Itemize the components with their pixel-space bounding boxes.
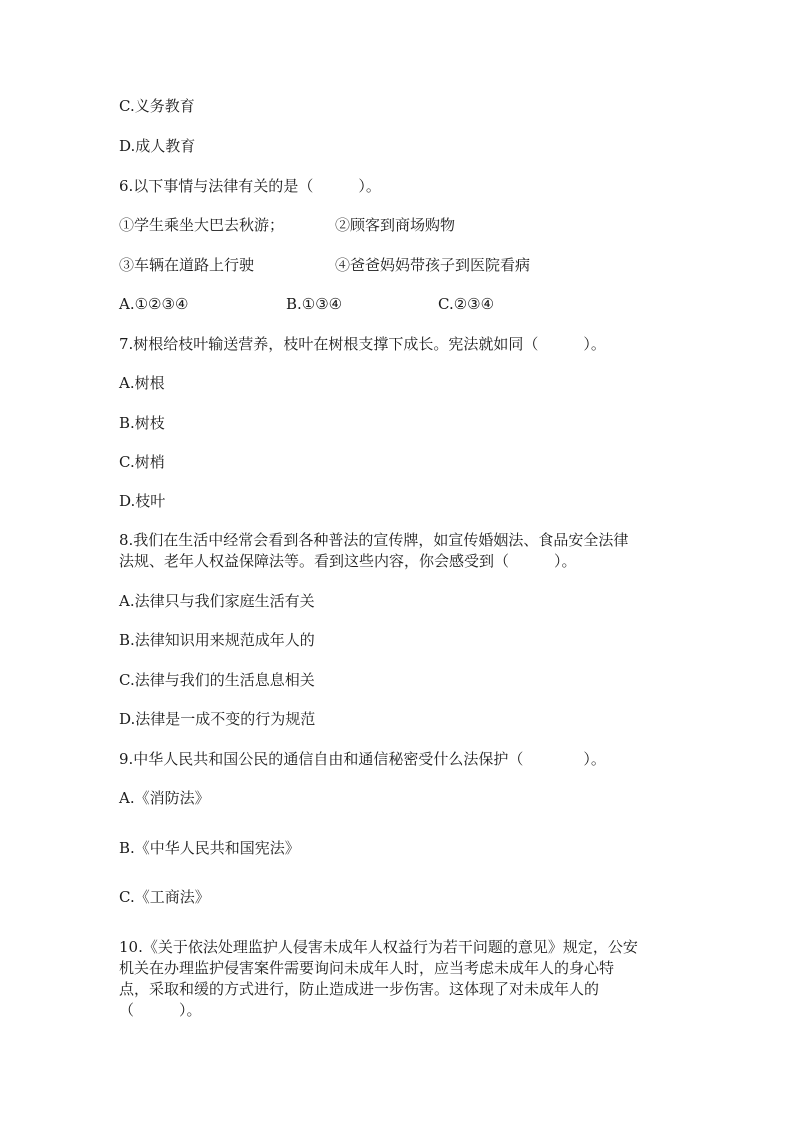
q10-stem-line-2: 机关在办理监护侵害案件需要询问未成年人时，应当考虑未成年人的身心特	[119, 959, 615, 977]
q6-option-b: B.①③④	[286, 295, 343, 313]
q8-option-b: B.法律知识用来规范成年人的	[119, 631, 315, 649]
q6-stem: 6.以下事情与法律有关的是（ ）。	[119, 177, 381, 195]
q9-option-c: C.《工商法》	[119, 888, 210, 906]
q8-option-c: C.法律与我们的生活息息相关	[119, 671, 315, 689]
q5-option-d: D.成人教育	[119, 137, 196, 155]
q6-item-3: ③车辆在道路上行驶	[119, 256, 255, 274]
q7-option-a: A.树根	[119, 374, 165, 392]
q10-stem-line-1: 10.《关于依法处理监护人侵害未成年人权益行为若干问题的意见》规定，公安	[119, 938, 638, 956]
q7-option-c: C.树梢	[119, 453, 165, 471]
q8-stem-line-2: 法规、老年人权益保障法等。看到这些内容，你会感受到（ ）。	[119, 552, 577, 570]
q7-stem: 7.树根给枝叶输送营养，枝叶在树根支撑下成长。宪法就如同（ ）。	[119, 335, 606, 353]
q10-stem-line-3: 点，采取和缓的方式进行，防止造成进一步伤害。这体现了对未成年人的	[119, 980, 600, 998]
q5-option-c: C.义务教育	[119, 97, 195, 115]
q6-item-2: ②顾客到商场购物	[335, 216, 456, 234]
q6-item-1: ①学生乘坐大巴去秋游；	[119, 216, 285, 234]
q6-option-c: C.②③④	[438, 295, 495, 313]
q9-option-b: B.《中华人民共和国宪法》	[119, 839, 300, 857]
q10-stem	[119, 937, 679, 1021]
q7-option-d: D.枝叶	[119, 492, 166, 510]
q8-stem	[119, 530, 679, 572]
q8-option-d: D.法律是一成不变的行为规范	[119, 710, 316, 728]
q6-option-a: A.①②③④	[119, 295, 189, 313]
q10-stem-line-4: （ ）。	[119, 1001, 202, 1019]
q8-stem-line-1: 8.我们在生活中经常会看到各种普法的宣传牌，如宣传婚姻法、食品安全法律	[119, 531, 629, 549]
q9-option-a: A.《消防法》	[119, 789, 210, 807]
q7-option-b: B.树枝	[119, 414, 165, 432]
q6-item-4: ④爸爸妈妈带孩子到医院看病	[335, 256, 531, 274]
q8-option-a: A.法律只与我们家庭生活有关	[119, 592, 315, 610]
q9-stem: 9.中华人民共和国公民的通信自由和通信秘密受什么法保护（ ）。	[119, 750, 606, 768]
